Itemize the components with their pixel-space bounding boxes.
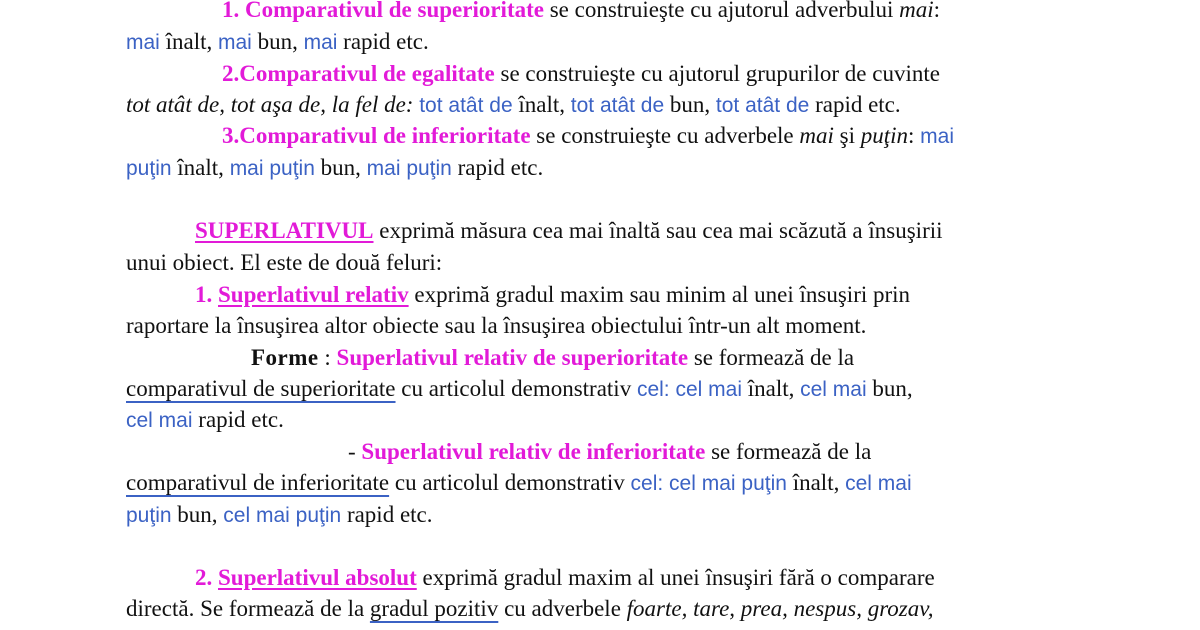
examples-line <box>126 469 912 498</box>
underlined-term: gradul pozitiv <box>369 596 499 621</box>
heading-superlativ-relativ-inferioritate: Superlativul relativ de inferioritate <box>361 439 706 464</box>
text: bun, <box>664 92 716 117</box>
text: rapid etc. <box>337 29 429 54</box>
italic-words: tot atât de, tot aşa de, la fel de: <box>126 92 414 117</box>
heading-comparativ-egalitate: 2.Comparativul de egalitate <box>222 61 495 86</box>
paragraph-forme-inferioritate <box>348 438 871 466</box>
paragraph-superlativ-absolut <box>195 564 935 592</box>
text: exprimă gradul maxim sau minim al unei însuşiri prin <box>408 282 911 307</box>
list-number: 2. <box>195 565 218 590</box>
heading-superlativ-absolut: Superlativul absolut <box>218 565 417 590</box>
text: se formează de la <box>705 439 872 464</box>
text: se construieşte cu adverbele <box>530 123 800 148</box>
paragraph-comparativ-inferioritate <box>222 122 954 151</box>
text: exprimă măsura cea mai înaltă sau cea mai scăzută a însuşirii <box>373 218 943 243</box>
text-line <box>126 249 442 277</box>
text: bun, <box>251 29 304 54</box>
text: înalt, <box>171 155 230 180</box>
paragraph-comparativ-superioritate <box>222 0 940 24</box>
example: puţin <box>126 157 172 180</box>
example: cel mai puţin <box>223 504 342 527</box>
text: rapid etc. <box>451 155 544 180</box>
italic-words: foarte, tare, prea, nespus, grozav, <box>626 596 934 621</box>
paragraph-forme <box>251 344 854 372</box>
text: se construieşte cu ajutorul grupurilor de cuvinte <box>494 61 940 86</box>
text: directă. Se formează de la <box>126 596 370 621</box>
examples-line <box>126 154 543 183</box>
text: : <box>908 123 921 148</box>
text-line <box>126 595 934 623</box>
example: tot atât de <box>419 94 513 117</box>
label-forme: Forme <box>251 345 319 370</box>
text: înalt, <box>159 29 218 54</box>
text: se formează de la <box>688 345 855 370</box>
list-number: 1. <box>195 282 218 307</box>
example: mai puţin <box>366 157 452 180</box>
dash: - <box>348 439 362 464</box>
underlined-term: comparativul de superioritate <box>126 376 396 401</box>
heading-comparativ-superioritate: 1. Comparativul de superioritate <box>222 0 544 22</box>
example: tot atât de <box>715 94 810 117</box>
example: puţin <box>126 504 172 527</box>
text: : <box>318 345 337 370</box>
text: rapid etc. <box>809 92 901 117</box>
italic-word: mai <box>899 0 934 22</box>
examples-line <box>126 91 901 120</box>
text: înalt, <box>741 376 801 401</box>
text: cu adverbele <box>498 596 627 621</box>
text: rapid etc. <box>192 407 284 432</box>
heading-superlativ: SUPERLATIVUL <box>195 218 374 243</box>
text: se construieşte cu ajutorul adverbului <box>543 0 900 22</box>
paragraph-comparativ-egalitate <box>222 60 940 88</box>
text: bun, <box>314 155 367 180</box>
text: cu articolul demonstrativ <box>389 470 631 495</box>
text: cu articolul demonstrativ <box>395 376 637 401</box>
text: bun, <box>171 502 224 527</box>
example: tot atât de <box>570 94 665 117</box>
text: şi <box>833 123 861 148</box>
example: cel mai <box>845 472 912 495</box>
examples-line <box>126 406 284 435</box>
example: cel mai <box>126 409 193 432</box>
paragraph-superlativ <box>195 217 943 245</box>
example: cel: cel mai <box>636 378 742 401</box>
example: cel mai <box>800 378 867 401</box>
example: mai <box>303 31 338 54</box>
example: cel: cel mai puţin <box>630 472 787 495</box>
text: înalt, <box>512 92 571 117</box>
heading-comparativ-inferioritate: 3.Comparativul de inferioritate <box>222 123 531 148</box>
italic-word: puţin <box>860 123 909 148</box>
paragraph-superlativ-relativ <box>195 281 910 309</box>
text: unui obiect. El este de două feluri: <box>126 250 443 275</box>
italic-word: mai <box>799 123 834 148</box>
text-line <box>126 312 866 340</box>
text: : <box>933 0 940 22</box>
text: rapid etc. <box>341 502 433 527</box>
text: bun, <box>866 376 913 401</box>
underlined-term: comparativul de inferioritate <box>126 470 390 495</box>
text: înalt, <box>786 470 846 495</box>
example: mai <box>920 125 954 148</box>
heading-superlativ-relativ-superioritate: Superlativul relativ de superioritate <box>336 345 689 370</box>
examples-line <box>126 28 429 57</box>
examples-line <box>126 501 433 530</box>
example: mai <box>126 31 160 54</box>
text: exprimă gradul maxim al unei însuşiri fără o comparare <box>416 565 935 590</box>
heading-superlativ-relativ: Superlativul relativ <box>218 282 409 307</box>
example: mai <box>217 31 252 54</box>
text: raportare la însuşirea altor obiecte sau la însuşirea obiectului într-un alt moment. <box>126 313 867 338</box>
example: mai puţin <box>229 157 315 180</box>
examples-line <box>126 375 913 404</box>
